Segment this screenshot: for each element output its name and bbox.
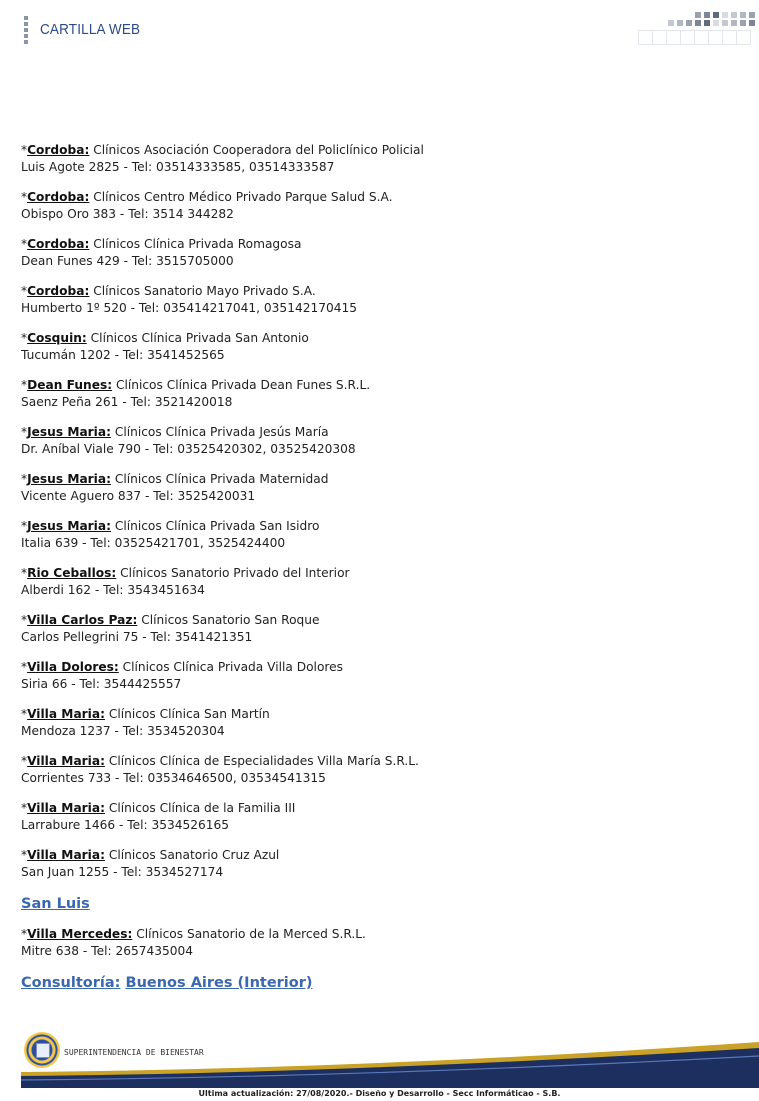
provider-address: Obispo Oro 383 - Tel: 3514 344282 bbox=[21, 207, 234, 221]
city-link[interactable]: Villa Carlos Paz: bbox=[27, 613, 138, 627]
city-link[interactable]: Villa Maria: bbox=[27, 801, 105, 815]
provider-description: Clínicos Clínica Privada Maternidad bbox=[114, 472, 329, 486]
provider-description: Clínicos Clínica Privada Romagosa bbox=[93, 237, 302, 251]
provider-entry: *Villa Maria: Clínicos Sanatorio Cruz Azul San Juan 1255 - Tel: 3534527174 bbox=[21, 848, 280, 879]
city-link[interactable]: Cordoba: bbox=[27, 237, 90, 251]
provider-description: Clínicos Sanatorio Cruz Azul bbox=[108, 848, 280, 862]
provider-entry: *Villa Maria: Clínicos Clínica de Especialidades Villa María S.R.L. Corrientes 733 - Tel: 03534646500, 03534541315 bbox=[21, 754, 419, 785]
provider-entry: *Villa Mercedes: Clínicos Sanatorio de la Merced S.R.L. Mitre 638 - Tel: 2657435004 bbox=[21, 927, 366, 958]
provider-address: Tucumán 1202 - Tel: 3541452565 bbox=[21, 348, 225, 362]
header-accent-bar bbox=[24, 16, 28, 46]
provider-address: Italia 639 - Tel: 03525421701, 3525424400 bbox=[21, 536, 286, 550]
provider-description: Clínicos Clínica Privada Dean Funes S.R.L. bbox=[115, 378, 371, 392]
provider-description: Clínicos Clínica Privada Villa Dolores bbox=[122, 660, 343, 674]
directory-list bbox=[21, 142, 741, 1005]
section-consultoria-link[interactable]: Buenos Aires (Interior) bbox=[125, 975, 313, 991]
footer-band bbox=[0, 1030, 759, 1088]
provider-entry: *Dean Funes: Clínicos Clínica Privada Dean Funes S.R.L. Saenz Peña 261 - Tel: 3521420018 bbox=[21, 378, 371, 409]
header-grid-decoration bbox=[638, 12, 758, 48]
provider-entry: *Villa Carlos Paz: Clínicos Sanatorio San Roque Carlos Pellegrini 75 - Tel: 3541421351 bbox=[21, 613, 320, 644]
provider-entry: *Jesus Maria: Clínicos Clínica Privada Jesús María Dr. Aníbal Viale 790 - Tel: 03525420302, 03525420308 bbox=[21, 425, 356, 456]
provider-description: Clínicos Clínica de la Familia III bbox=[108, 801, 296, 815]
provider-address: Siria 66 - Tel: 3544425557 bbox=[21, 677, 182, 691]
provider-description: Clínicos Clínica Privada Jesús María bbox=[114, 425, 329, 439]
app-title: CARTILLA WEB bbox=[40, 21, 141, 38]
provider-entry: *Jesus Maria: Clínicos Clínica Privada San Isidro Italia 639 - Tel: 03525421701, 3525424400 bbox=[21, 519, 320, 550]
footer-org-name: SUPERINTENDENCIA DE BIENESTAR bbox=[64, 1048, 204, 1057]
provider-description: Clínicos Sanatorio de la Merced S.R.L. bbox=[136, 927, 366, 941]
provider-address: Vicente Aguero 837 - Tel: 3525420031 bbox=[21, 489, 256, 503]
provider-entry: *Villa Dolores: Clínicos Clínica Privada Villa Dolores Siria 66 - Tel: 3544425557 bbox=[21, 660, 343, 691]
last-updated-text: Ultima actualización: 27/08/2020.- Diseño y Desarrollo - Secc Informáticao - S.B. bbox=[198, 1089, 561, 1098]
provider-entry: *Jesus Maria: Clínicos Clínica Privada Maternidad Vicente Aguero 837 - Tel: 3525420031 bbox=[21, 472, 329, 503]
provider-entry: *Cordoba: Clínicos Clínica Privada Romagosa Dean Funes 429 - Tel: 3515705000 bbox=[21, 237, 302, 268]
page-header bbox=[0, 0, 759, 60]
section-consultoria-prefix[interactable]: Consultoría: bbox=[21, 975, 121, 991]
city-link[interactable]: Villa Maria: bbox=[27, 848, 105, 862]
city-link[interactable]: Cordoba: bbox=[27, 143, 90, 157]
city-link[interactable]: Rio Ceballos: bbox=[27, 566, 117, 580]
provider-address: Humberto 1º 520 - Tel: 035414217041, 035142170415 bbox=[21, 301, 357, 315]
provider-description: Clínicos Clínica San Martín bbox=[108, 707, 270, 721]
city-link[interactable]: Cosquin: bbox=[27, 331, 87, 345]
city-link[interactable]: Villa Maria: bbox=[27, 707, 105, 721]
section-heading-consultoria[interactable] bbox=[21, 973, 741, 993]
provider-description: Clínicos Clínica Privada San Antonio bbox=[90, 331, 309, 345]
provider-entry: *Cordoba: Clínicos Sanatorio Mayo Privado S.A. Humberto 1º 520 - Tel: 035414217041, 035142170415 bbox=[21, 284, 357, 315]
city-link[interactable]: Villa Dolores: bbox=[27, 660, 119, 674]
provider-description: Clínicos Sanatorio San Roque bbox=[141, 613, 320, 627]
city-link[interactable]: Villa Mercedes: bbox=[27, 927, 133, 941]
provider-address: Luis Agote 2825 - Tel: 03514333585, 03514333587 bbox=[21, 160, 335, 174]
page-footer bbox=[0, 1030, 759, 1101]
provider-address: Mendoza 1237 - Tel: 3534520304 bbox=[21, 724, 225, 738]
provider-address: Alberdi 162 - Tel: 3543451634 bbox=[21, 583, 205, 597]
city-link[interactable]: Villa Maria: bbox=[27, 754, 105, 768]
provider-entry: *Cordoba: Clínicos Asociación Cooperadora del Policlínico Policial Luis Agote 2825 - Tel: 03514333585, 03514333587 bbox=[21, 143, 424, 174]
provider-address: Mitre 638 - Tel: 2657435004 bbox=[21, 944, 193, 958]
provider-entry: *Villa Maria: Clínicos Clínica San Martín Mendoza 1237 - Tel: 3534520304 bbox=[21, 707, 270, 738]
city-link[interactable]: Jesus Maria: bbox=[27, 472, 111, 486]
provider-entry: *Rio Ceballos: Clínicos Sanatorio Privado del Interior Alberdi 162 - Tel: 3543451634 bbox=[21, 566, 350, 597]
city-link[interactable]: Jesus Maria: bbox=[27, 519, 111, 533]
superintendencia-logo bbox=[24, 1032, 60, 1068]
city-link[interactable]: Cordoba: bbox=[27, 284, 90, 298]
city-link[interactable]: Jesus Maria: bbox=[27, 425, 111, 439]
city-link[interactable]: Cordoba: bbox=[27, 190, 90, 204]
provider-description: Clínicos Sanatorio Mayo Privado S.A. bbox=[93, 284, 316, 298]
provider-entry: *Cosquin: Clínicos Clínica Privada San Antonio Tucumán 1202 - Tel: 3541452565 bbox=[21, 331, 309, 362]
provider-description: Clínicos Sanatorio Privado del Interior bbox=[120, 566, 350, 580]
city-link[interactable]: Dean Funes: bbox=[27, 378, 113, 392]
provider-description: Clínicos Clínica de Especialidades Villa María S.R.L. bbox=[108, 754, 419, 768]
provider-description: Clínicos Asociación Cooperadora del Policlínico Policial bbox=[93, 143, 424, 157]
section-san-luis-title[interactable]: San Luis bbox=[21, 896, 90, 912]
provider-address: Dean Funes 429 - Tel: 3515705000 bbox=[21, 254, 234, 268]
provider-address: Larrabure 1466 - Tel: 3534526165 bbox=[21, 818, 230, 832]
provider-address: Corrientes 733 - Tel: 03534646500, 03534541315 bbox=[21, 771, 326, 785]
provider-address: Carlos Pellegrini 75 - Tel: 3541421351 bbox=[21, 630, 253, 644]
provider-description: Clínicos Centro Médico Privado Parque Salud S.A. bbox=[93, 190, 393, 204]
provider-description: Clínicos Clínica Privada San Isidro bbox=[114, 519, 320, 533]
provider-address: Saenz Peña 261 - Tel: 3521420018 bbox=[21, 395, 233, 409]
provider-address: San Juan 1255 - Tel: 3534527174 bbox=[21, 865, 224, 879]
provider-entry: *Villa Maria: Clínicos Clínica de la Familia III Larrabure 1466 - Tel: 3534526165 bbox=[21, 801, 296, 832]
section-heading-san-luis[interactable] bbox=[21, 894, 741, 914]
provider-address: Dr. Aníbal Viale 790 - Tel: 03525420302, 03525420308 bbox=[21, 442, 356, 456]
provider-entry: *Cordoba: Clínicos Centro Médico Privado Parque Salud S.A. Obispo Oro 383 - Tel: 3514 344282 bbox=[21, 190, 393, 221]
